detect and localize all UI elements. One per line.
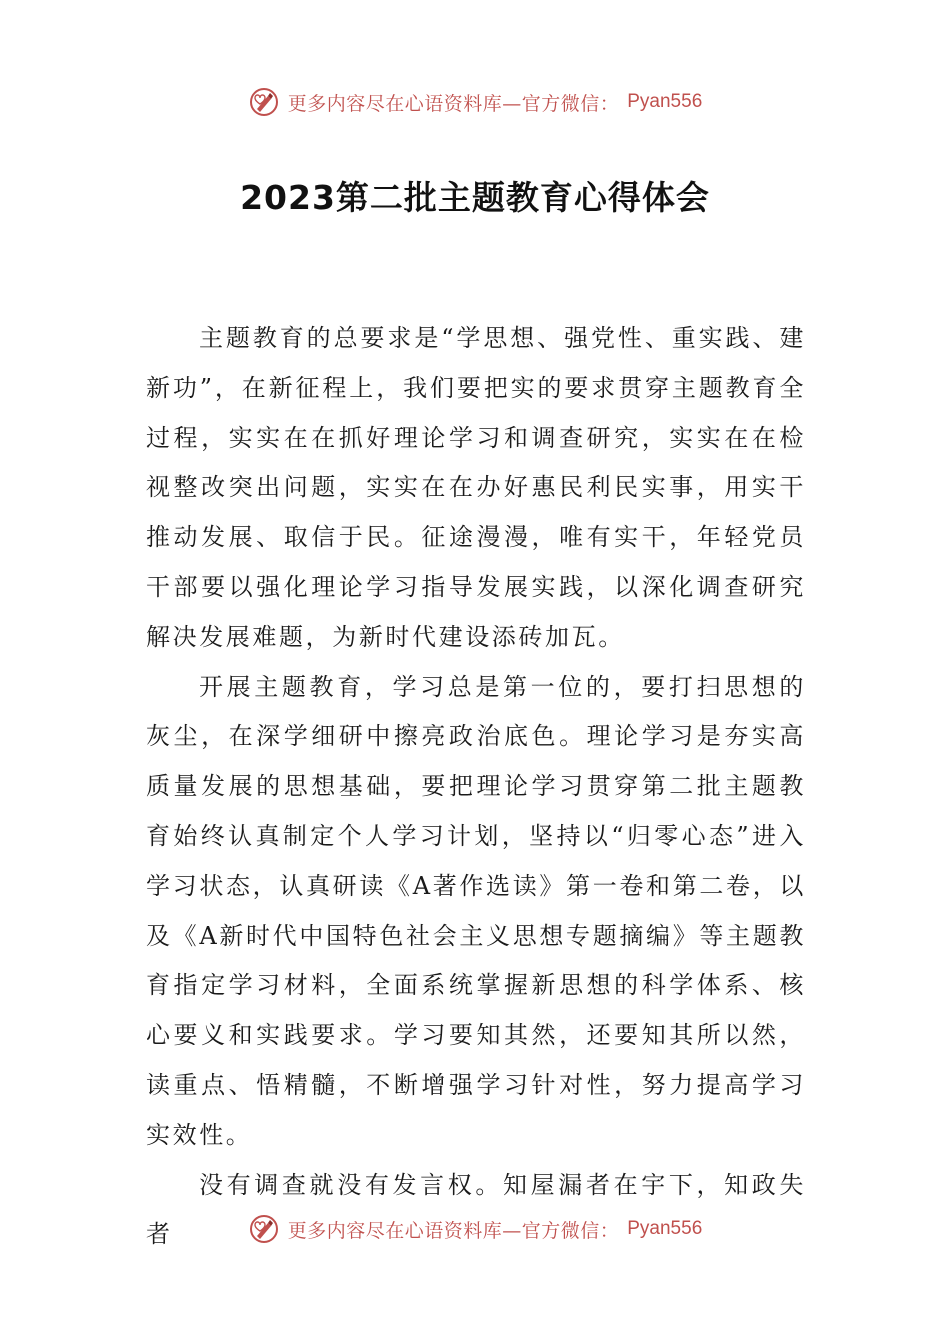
paragraph-3: 没有调查就没有发言权。知屋漏者在宇下，知政失者: [146, 1170, 806, 1249]
watermark-text: 更多内容尽在心语资料库—官方微信：: [287, 1219, 620, 1242]
paragraph-2: 开展主题教育，学习总是第一位的，要打扫思想的灰尘，在深学细研中擦亮政治底色。理论学习是夯实高质量发展的思想基础，要把理论学习贯穿第二批主题教育始终认真制定个人学习计划，坚持以“归零心态”进入学习状态，认真研读《A著作选读》第一卷和第二卷，以及《A新时代中国特色社会主义思想专题摘编》等主题教育指定学习材料，全面系统掌握新思想的科学体系、核心要义和实践要求。学习要知其然，还要知其所以然，读重点、悟精髓，不断增强学习针对性，努力提高学习实效性。: [146, 672, 806, 1149]
paragraph-1: 主题教育的总要求是“学思想、强党性、重实践、建新功”，在新征程上，我们要把实的要求贯穿主题教育全过程，实实在在抓好理论学习和调查研究，实实在在检视整改突出问题，实实在在办好惠民利民实事，用实干推动发展、取信于民。征途漫漫，唯有实干，年轻党员干部要以强化理论学习指导发展实践，以深化调查研究解决发展难题，为新时代建设添砖加瓦。: [146, 324, 806, 651]
header-watermark: [0, 86, 950, 118]
watermark-account: Pyan556: [627, 91, 703, 112]
footer-watermark: [0, 1213, 950, 1245]
watermark-account: Pyan556: [627, 1218, 703, 1239]
pen-heart-logo-icon: [248, 1213, 280, 1245]
pen-heart-logo-icon: [248, 86, 280, 118]
document-title: 2023第二批主题教育心得体会: [240, 178, 710, 217]
document-body: [146, 314, 806, 1260]
watermark-text: 更多内容尽在心语资料库—官方微信：: [287, 92, 620, 115]
